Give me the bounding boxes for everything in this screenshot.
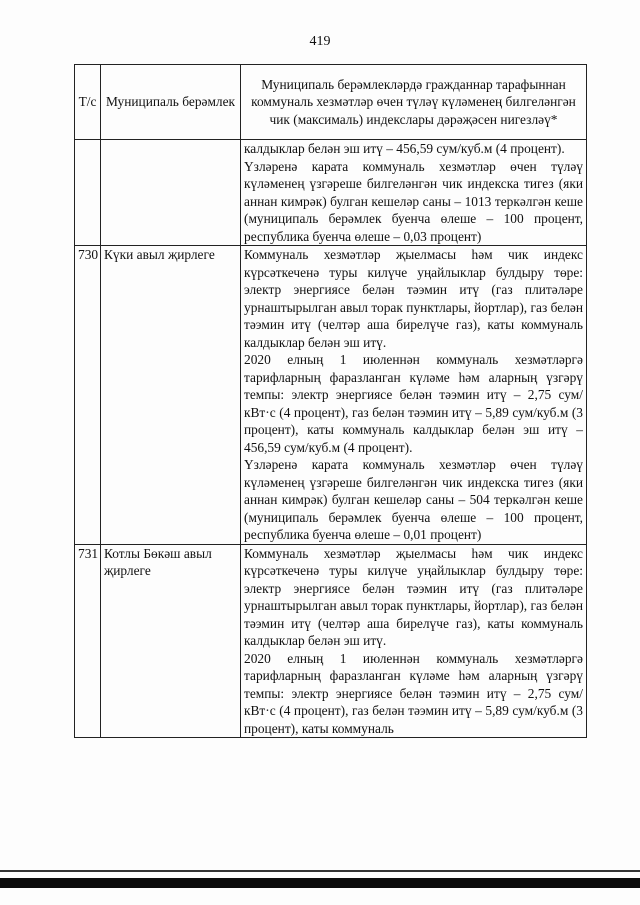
row-justification — [241, 140, 587, 246]
paragraph: 2020 елның 1 июленнән коммуналь хезмәтләргә тарифларның фаразланган күләме һәм аларның үзгәрү темпы: электр энергиясе белән тәэмин итү – 2,75 сум/кВт·с (4 процент), газ белән тәэмин итү – 5,89 сум/куб.м (3 процент), каты коммуналь калдыклар белән эш итү – 456,59 сум/куб.м (4 процент). — [244, 352, 583, 455]
paragraph: Коммуналь хезмәтләр җыелмасы һәм чик индекс күрсәткеченә туры килүче уңайлыклар булдыру төре: электр энергиясе белән тәэмин итү (газ плитәләре урнаштырылган авыл торак пунктлары, йортлар), газ белән тәэмин итү (челтәр аша бирелүче газ), каты коммуналь калдыклар белән эш итү. — [244, 247, 583, 350]
table-header-row — [75, 65, 587, 140]
table-row — [75, 246, 587, 545]
paragraph: калдыклар белән эш итү – 456,59 сум/куб.м (4 процент). — [244, 141, 565, 156]
header-municipality: Муниципаль берәмлек — [101, 65, 241, 140]
scan-edge-line — [0, 870, 640, 872]
row-number: 731 — [75, 544, 101, 738]
tariff-table — [74, 64, 587, 738]
row-justification — [241, 246, 587, 545]
row-municipality — [101, 140, 241, 246]
row-municipality: Күки авыл җирлеге — [101, 246, 241, 545]
paragraph: Коммуналь хезмәтләр җыелмасы һәм чик индекс күрсәткеченә туры килүче уңайлыклар булдыру төре: электр энергиясе белән тәэмин итү (газ плитәләре урнаштырылган авыл торак пунктлары, йортлар), газ белән тәэмин итү (челтәр аша бирелүче газ), каты коммуналь калдыклар белән эш итү. — [244, 545, 583, 648]
table-row — [75, 544, 587, 738]
page-number: 419 — [309, 34, 331, 49]
paragraph: Үзләренә карата коммуналь хезмәтләр өчен түләү күләменең үзгәреше билгеләнгән чик индекска тигез (яки аннан кимрәк) булган кешеләр саны – 504 теркәлгән кеше (муниципаль берәмлек буенча өлеше – 100 процент, республика буенча өлеше – 0,01 процент) — [244, 457, 583, 542]
header-justification: Муниципаль берәмлекләрдә гражданнар тарафыннан коммуналь хезмәтләр өчен түләү күләменең билгеләнгән чик (максималь) индекслары дәрәҗәсен нигезләү* — [241, 65, 587, 140]
header-number: Т/с — [75, 65, 101, 140]
row-number: 730 — [75, 246, 101, 545]
paragraph: 2020 елның 1 июленнән коммуналь хезмәтләргә тарифларның фаразланган күләме һәм аларның үзгәрү темпы: электр энергиясе белән тәэмин итү – 2,75 сум/кВт·с (4 процент), газ белән тәэмин итү – 5,89 сум/куб.м (3 процент), каты коммуналь — [244, 650, 583, 736]
row-justification — [241, 544, 587, 738]
scan-edge-bar — [0, 878, 640, 888]
row-municipality: Котлы Бөкәш авыл җирлеге — [101, 544, 241, 738]
paragraph: Үзләренә карата коммуналь хезмәтләр өчен түләү күләменең үзгәреше билгеләнгән чик индекска тигез (яки аннан кимрәк) булган кешеләр саны – 1013 теркәлгән кеше (муниципаль берәмлек буенча өлеше – 100 процент, республика буенча өлеше – 0,03 процент) — [244, 158, 583, 244]
table-row — [75, 140, 587, 246]
row-number — [75, 140, 101, 246]
